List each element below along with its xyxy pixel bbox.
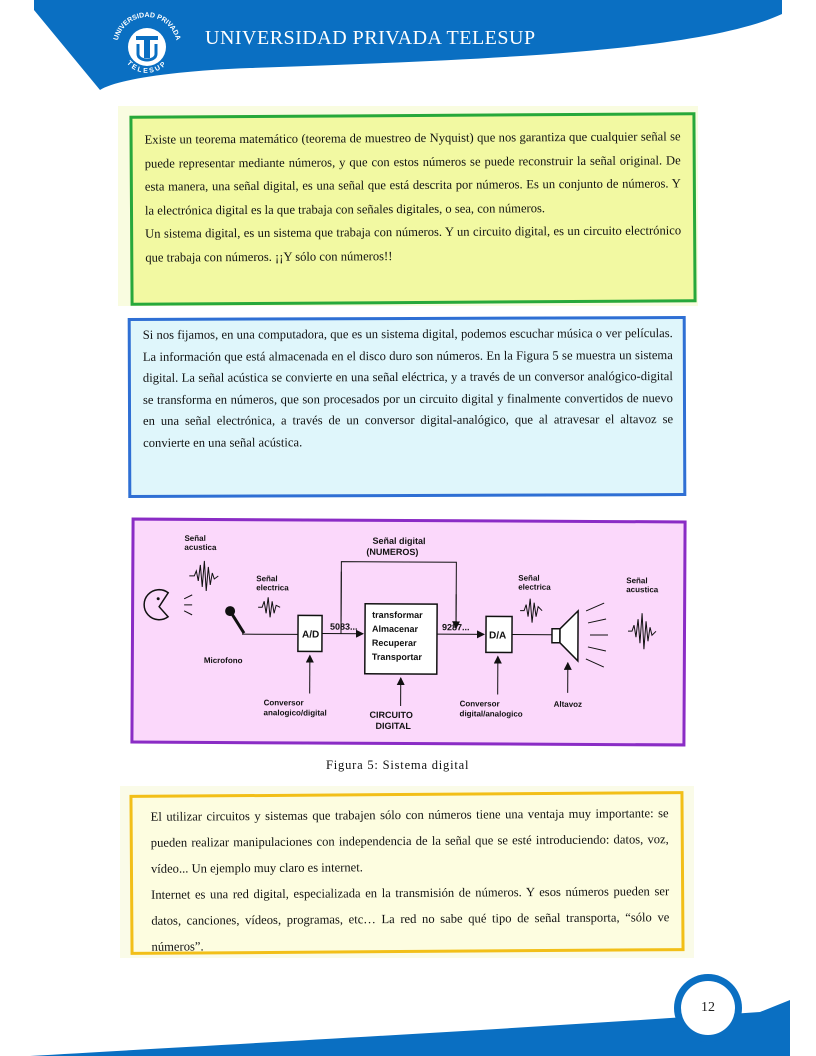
- right-acoustic-wave: [628, 613, 656, 649]
- output-numbers: 9287...: [441, 622, 470, 633]
- logo-ring-bottom: TELESUP: [125, 59, 169, 75]
- intro-paragraph-2: Un sistema digital, es un sistema que trabaja con números. Y un circuito digital, es un circuito electrónico que trabaja con números. ¡¡Y sólo con números!!: [145, 223, 682, 265]
- advantages-paragraph-1: El utilizar circuitos y sistemas que trabajen sólo con números tiene una ventaja muy importante: se pueden realizar manipulaciones con independencia de la señal que se esté introduciendo: datos, voz, vídeo... Un ejemplo muy claro es internet.: [150, 806, 669, 876]
- ad-caption-2: analogico/digital: [263, 708, 327, 718]
- left-electric-wave: [258, 597, 280, 617]
- computer-box: [128, 316, 687, 498]
- da-caption-1: Conversor: [459, 699, 500, 709]
- advantages-box: [129, 791, 684, 955]
- digital-signal-label-2: (NUMEROS): [366, 546, 419, 558]
- advantages-paragraph-2: Internet es una red digital, especializada en la transmisión de números. Y esos números pueden ser datos, canciones, vídeos, programas, etc… La red no sabe qué tipo de señal transporta, “sólo ve números”.: [151, 884, 670, 954]
- circuit-label-1: CIRCUITO: [369, 709, 413, 721]
- intro-paragraph-1: Existe un teorema matemático (teorema de muestreo de Nyquist) que nos garantiza que cualquier señal se puede representar mediante números, y que con estos números se puede reconstruir la señal original. De esta manera, una señal digital, es una señal que está descrita por números. Es un conjunto de números. Y la electrónica digital es la que trabaja con señales digitales, o sea, con números.: [144, 129, 681, 218]
- page-number: 12: [701, 1000, 715, 1015]
- figure-caption: Figura 5: Sistema digital: [326, 758, 470, 772]
- right-electric-label-2: electrica: [518, 582, 551, 592]
- process-4: Transportar: [371, 651, 422, 663]
- left-electric-label-1: Señal: [256, 574, 278, 584]
- speaker-label: Altavoz: [553, 699, 583, 709]
- right-acoustic-label-2: acustica: [626, 585, 659, 595]
- microphone-label: Microfono: [203, 655, 243, 666]
- intro-box: [129, 112, 696, 305]
- right-electric-label-1: Señal: [518, 573, 540, 583]
- speaker-icon: [552, 629, 560, 643]
- left-acoustic-label-2: acustica: [184, 542, 217, 552]
- university-title: UNIVERSIDAD PRIVADA TELESUP: [205, 27, 536, 49]
- process-2: Almacenar: [371, 623, 419, 635]
- circuit-label-2: DIGITAL: [375, 720, 411, 732]
- da-caption-2: digital/analogico: [459, 709, 523, 719]
- left-acoustic-wave: [189, 561, 218, 591]
- left-electric-label-2: electrica: [256, 583, 289, 593]
- right-acoustic-label-1: Señal: [626, 576, 648, 586]
- left-acoustic-label-1: Señal: [184, 533, 206, 543]
- figure-box: [130, 518, 686, 747]
- process-1: transformar: [372, 609, 423, 621]
- input-numbers: 5083...: [330, 621, 358, 632]
- da-label: D/A: [488, 630, 507, 642]
- ad-caption-1: Conversor: [263, 698, 304, 708]
- ad-label: A/D: [301, 629, 320, 641]
- speaker-face: [144, 590, 168, 620]
- computer-paragraph: Si nos fijamos, en una computadora, que es un sistema digital, podemos escuchar música o ver películas. La información que está almacenada en el disco duro son números. En la Figura 5 se muestra un sistema digital. La señal acústica se convierte en una señal eléctrica, y a través de un conversor analógico-digital se transforma en números, que son procesados por un circuito digital y finalmente convertidos de nuevo en una señal electrónica, a través de un conversor digital-analógico, que al atravesar el altavoz se convierte en una señal acústica.: [142, 326, 674, 450]
- right-electric-wave: [520, 599, 542, 623]
- university-logo: [104, 4, 190, 90]
- digital-signal-label-1: Señal digital: [372, 535, 426, 547]
- process-3: Recuperar: [371, 637, 417, 649]
- digital-system-diagram: [133, 521, 689, 750]
- logo-ring-top: UNIVERSIDAD PRIVADA: [112, 11, 182, 42]
